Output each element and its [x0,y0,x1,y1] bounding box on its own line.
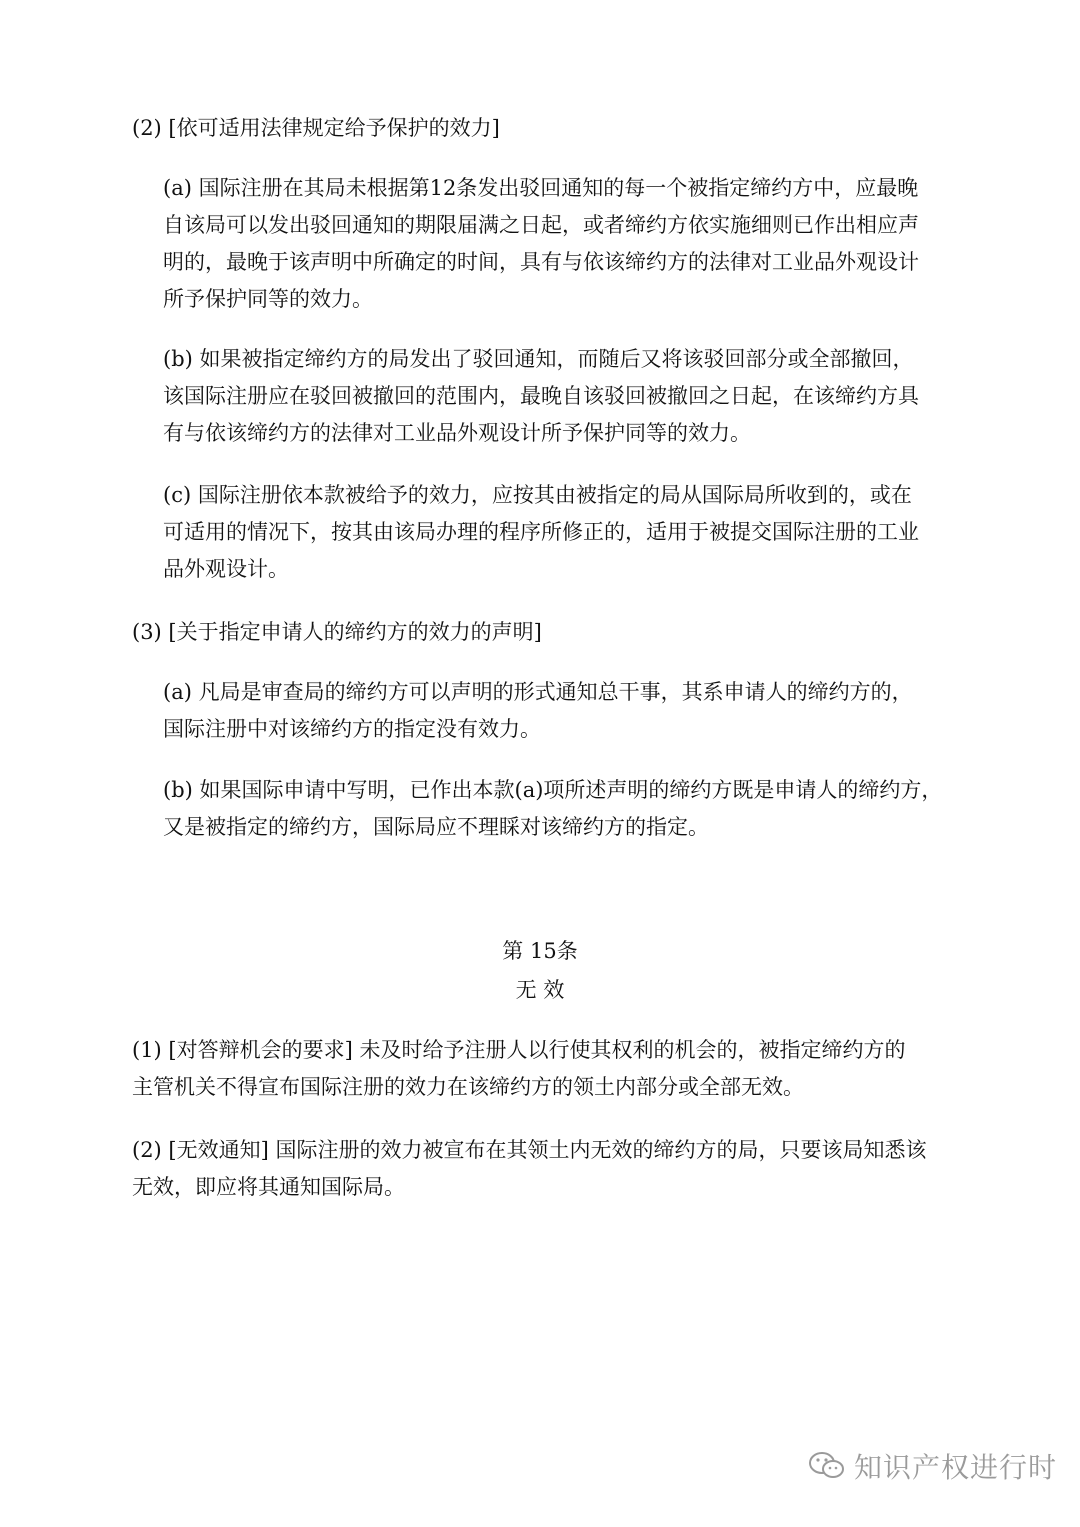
section-2-para-b: (b) 如果被指定缔约方的局发出了驳回通知，而随后又将该驳回部分或全部撤回， 该国际注册应在驳回被撤回的范围内，最晚自该驳回被撤回之日起，在该缔约方具 有与依该缔约方的法律对工业品外观设计所予保护同等的效力。 [163,347,919,445]
article-15-para-2: (2) [无效通知] 国际注册的效力被宣布在其领土内无效的缔约方的局，只要该局知悉该 无效，即应将其通知国际局。 [132,1138,927,1199]
section-3-para-b: (b) 如果国际申请中写明，已作出本款(a)项所述声明的缔约方既是申请人的缔约方， 又是被指定的缔约方，国际局应不理睬对该缔约方的指定。 [163,778,943,839]
section-3-heading: (3) [关于指定申请人的缔约方的效力的声明] [132,620,542,644]
article-title: 无 效 [515,978,565,1002]
section-2-heading: (2) [依可适用法律规定给予保护的效力] [132,116,500,140]
article-15-para-1: (1) [对答辩机会的要求] 未及时给予注册人以行使其权利的机会的，被指定缔约方的 主管机关不得宣布国际注册的效力在该缔约方的领土内部分或全部无效。 [132,1038,906,1099]
section-3-para-a: (a) 凡局是审查局的缔约方可以声明的形式通知总干事，其系申请人的缔约方的， 国际注册中对该缔约方的指定没有效力。 [163,680,913,741]
watermark-text: 知识产权进行时 [854,1451,1058,1484]
section-2-para-a: (a) 国际注册在其局未根据第12条发出驳回通知的每一个被指定缔约方中，应最晚 自该局可以发出驳回通知的期限届满之日起，或者缔约方依实施细则已作出相应声 明的，最晚于该声明中所确定的时间，具有与依该缔约方的法律对工业品外观设计 所予保护同等的效力。 [163,176,919,311]
wechat-icon [808,1450,846,1482]
section-2-para-c: (c) 国际注册依本款被给予的效力，应按其由被指定的局从国际局所收到的，或在 可适用的情况下，按其由该局办理的程序所修正的，适用于被提交国际注册的工业 品外观设计。 [163,483,919,581]
watermark [808,1446,1057,1486]
article-number: 第 15条 [502,939,578,963]
